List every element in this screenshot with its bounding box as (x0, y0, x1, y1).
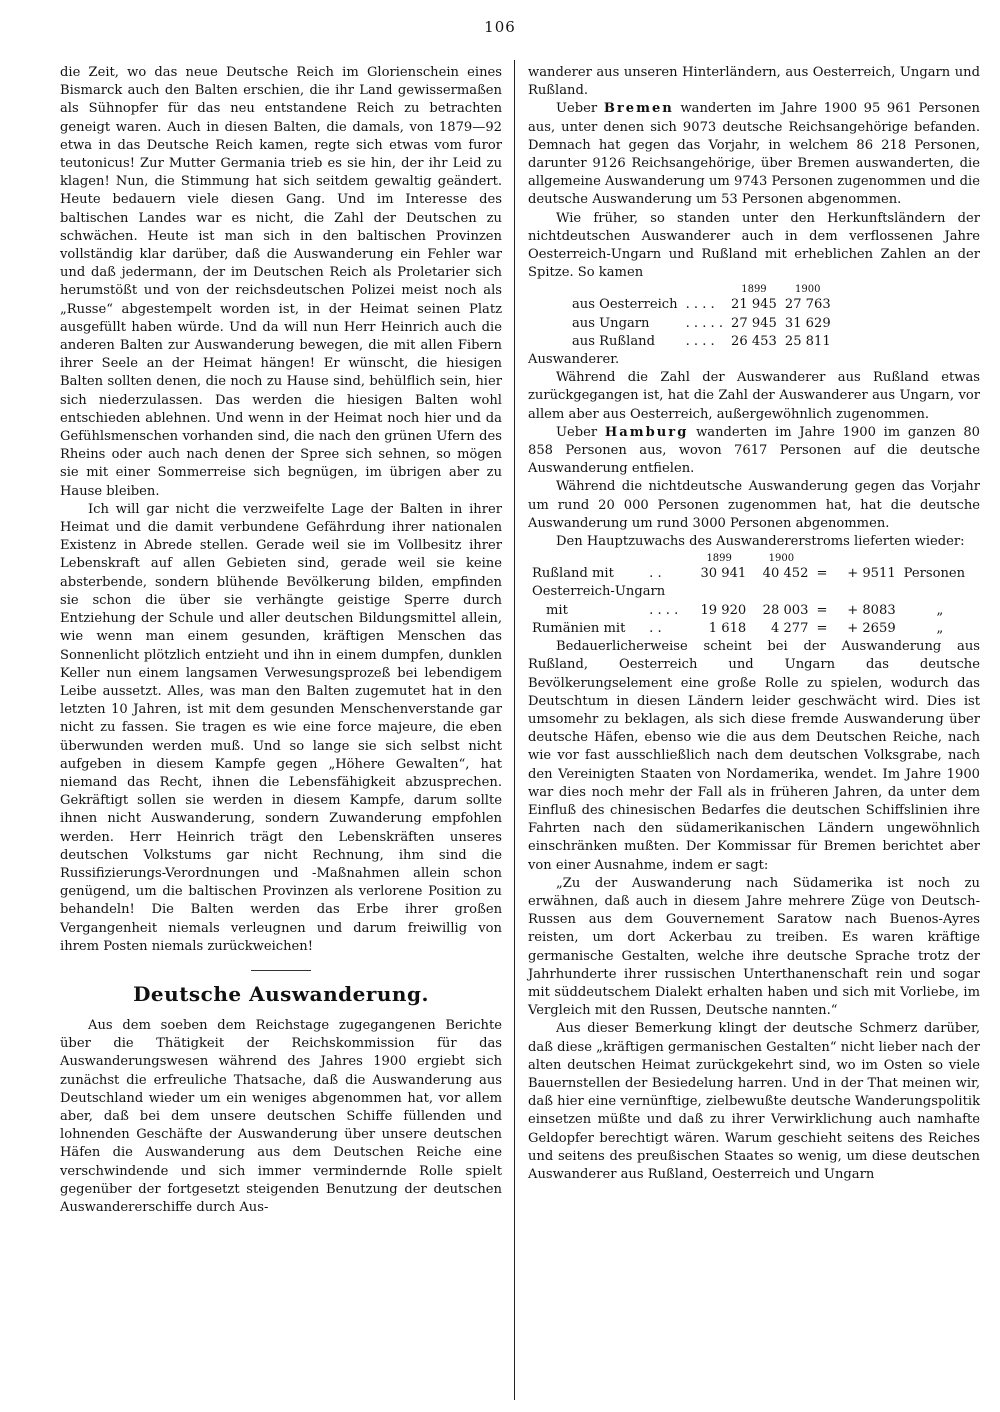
paragraph: Bedauerlicherweise scheint bei der Auswanderung aus Rußland, Oesterreich und Ungarn das deutsche Bevölkerungselement eine große Rolle zu spielen, wodurch das Deutschtum in diesen Ländern leider geschwächt wird. Dies ist umsomehr zu beklagen, als sich diese fremde Auswanderung über deutsche Häfen, ebenso wie die aus dem Deutschen Reiche, nach wie vor fast ausschließlich nach dem deutschen Volksgrabe, nach den Vereinigten Staaten von Nordamerika, wendet. Im Jahre 1900 war dies noch mehr der Fall als in früheren Jahren, da unter dem Einfluß des chinesischen Bedarfes die deutschen Schiffslinien ihre Fahrten nach den südamerikanischen Ländern ungewöhnlich einschränken mußten. Der Kommissar für Bremen berichtet aber von einer Ausnahme, indem er sagt: (528, 639, 980, 873)
value-1900: 25 811 (784, 333, 831, 349)
right-column (528, 64, 980, 1184)
table-row (568, 296, 835, 314)
paragraph: Ich will gar nicht die verzweifelte Lage der Balten in ihrer Heimat und die damit verbundene Gefährdung ihrer nationalen Existenz in Abrede stellen. Gerade weil sie im Vollbesitz ihrer Lebenskraft auf allen Gebieten sind, gerade weil sie keine absterbende, sondern blühende Bevölkerung bilden, empfinden sie schon die über sie verhängte geistige Sperre durch Entziehung der Schule und aller deutschen Bildungsmittel allein, wie wenn man einem gesunden, kräftigen Menschen das Sonnenlicht plötzlich entzieht und ihn in einem dumpfen, dunklen Keller nun einem langsamen Verwesungsprozeß bei lebendigem Leibe aussetzt. Alles, was man den Balten zugemutet hat in den letzten 10 Jahren, ist mit dem gesunden Menschenverstande gar nicht zu fassen. Sie tragen es wie eine force majeure, die eben überwunden werden muß. Und so lange sie sich selbst nicht aufgeben in diesem Kampfe gegen „Höhere Gewalten“, hat niemand das Recht, ihnen die Lebensfähigkeit abzusprechen. Gekräftigt sollen sie werden in diesem Kampfe, darum sollte ihnen nicht Auswanderung, sondern Zuwanderung empfohlen werden. Herr Heinrich trägt den Lebenskräften unseres deutschen Volkstums gar nicht Rechnung, ihm sind die Russifizierungs-Verordnungen und -Maßnahmen allein schon genügend, um die baltischen Provinzen als verlorene Position zu behandeln! Die Balten werden das Erbe ihrer großen Vergangenheit niemals verleugnen und darum freiwillig von ihrem Posten niemals zurückweichen! (60, 501, 502, 954)
value-1899: 30 941 (700, 566, 747, 582)
leader-dots: . . . . (685, 297, 715, 313)
row-label: Rußland mit (532, 566, 614, 582)
quotation: „Zu der Auswanderung nach Südamerika ist noch zu erwähnen, daß auch in diesem Jahre mehrere Züge von Deutsch-Russen aus dem Gouvernement Saratow nach Buenos-Ayres reisten, um dort Ackerbau zu treiben. Es waren kräftige germanische Gestalten, welche ihre deutsche Sprache trotz der Jahrhunderte ihrer russischen Unterthanenschaft rein und sogar mit süddeutschem Dialekt erhalten haben und sich mit Vorliebe, im Vergleich mit den Russen, Deutsche nannten.“ (528, 875, 980, 1019)
paragraph (528, 100, 980, 209)
value-1900: 40 452 (762, 566, 809, 582)
section-separator (251, 970, 311, 971)
table-row (528, 565, 980, 583)
column-header-1899: 1899 (706, 553, 732, 565)
value-1900: 31 629 (784, 315, 831, 331)
unit: Personen (903, 566, 966, 582)
section-heading: Deutsche Auswanderung. (133, 981, 429, 1006)
column-header-1900: 1900 (795, 284, 821, 296)
leader-dots: . . . . . (685, 315, 724, 331)
row-label: aus Oesterreich (572, 297, 678, 313)
value-1900: 27 763 (784, 297, 831, 313)
paragraph: Aus dem soeben dem Reichstage zugegangenen Berichte über die Thätigkeit der Reichskommission für das Auswanderungswesen während des Jahres 1900 ergiebt sich zunächst die erfreuliche Thatsache, daß die Auswanderung aus Deutschland wieder um ein weniges abgenommen hat, vor allem aber, daß bei dem unsere deutschen Schiffe füllenden und lohnenden Geschäfte der Auswanderung über unsere deutschen Häfen die Auswanderung aus dem Deutschen Reiche eine verschwindende und sich immer vermindernde Rolle spielt gegenüber der fortgesetzt steigenden Benutzung der deutschen Auswandererschiffe durch Aus- (60, 1017, 502, 1215)
table-row (568, 333, 835, 351)
leader-dots: . . (649, 620, 662, 636)
city-name: Hamburg (604, 424, 689, 440)
ditto-mark: „ (936, 602, 944, 618)
table-row (528, 583, 980, 601)
column-header-1899: 1899 (741, 284, 767, 296)
paragraph: Während die nichtdeutsche Auswanderung gegen das Vorjahr um rund 20 000 Personen zugenommen hat, hat die deutsche Auswanderung um rund 3000 Personen abgenommen. (528, 479, 980, 531)
paragraph: Aus dieser Bemerkung klingt der deutsche Schmerz darüber, daß diese „kräftigen germanischen Gestalten“ nicht lieber nach der alten deutschen Heimat zurückgekehrt sind, wo im Osten so viele Bauernstellen der Besiedelung harren. Und in der That meinen wir, daß hier eine vernünftige, zielbewußte deutsche Wanderungspolitik einsetzen müßte und daß zu ihrer Verwirklichung auch namhafte Geldopfer berechtigt wären. Warum geschieht seitens des Reiches und seitens des preußischen Staates so wenig, um diese deutschen Auswanderer aus Rußland, Oesterreich und Ungarn (528, 1021, 980, 1182)
table-row (568, 315, 835, 333)
table-row (528, 620, 980, 638)
row-label: Oesterreich-Ungarn (532, 584, 666, 600)
left-column (60, 64, 502, 1217)
leader-dots: . . (649, 566, 662, 582)
ditto-mark: „ (936, 620, 944, 636)
table-row (528, 602, 980, 620)
difference: + 9511 (847, 566, 896, 582)
origin-table (568, 284, 835, 351)
paragraph (528, 424, 980, 479)
paragraph-text: wanderten im Jahre 1900 im ganzen 80 858 Personen aus, wovon 7617 Personen auf die deutsche Auswanderung entfielen. (528, 424, 980, 477)
column-divider (514, 60, 515, 1400)
paragraph-lead: Ueber (556, 101, 598, 117)
row-label: mit (546, 602, 568, 618)
value-1899: 21 945 (731, 297, 777, 313)
leader-dots: . . . . (649, 602, 679, 618)
row-label: Rumänien mit (532, 620, 626, 636)
paragraph: die Zeit, wo das neue Deutsche Reich im Glorienschein eines Bismarck auch den Balten erschien, die ihr Land gewissermaßen als Sühnopfer für das neu entstandene Reich zu betrachten geneigt waren. Auch in diesen Balten, die damals, von 1879—92 etwa in das Deutsche Reich kamen, regte sich etwas vom furor teutonicus! Zur Mutter Germania trieb es sie hin, der ihr Leid zu klagen! Nun, die Stimmung hat sich seitdem gewaltig geändert. Heute bedauern viele diesen Gang. Und im Interesse des baltischen Landes war es nicht, die Zahl der Deutschen zu schwächen. Heute ist man sich in den baltischen Provinzen vollständig klar darüber, daß die Auswanderung ein Fehler war und daß jedermann, der im Deutschen Reich als Proletarier sich herumstößt und von der reichsdeutschen Polizei meist noch als „Russe“ abgestempelt worden ist, in der Heimat seinen Platz ausgefüllt haben würde. Und da will nun Herr Heinrich auch die anderen Balten zur Auswanderung bewegen, die mit allen Fibern ihrer Seele an der Heimat hängen! Er wünscht, die hiesigen Balten sollten denen, die noch zu Hause sind, behülflich sein, hier sich niederzulassen. Das werden die hiesigen Balten wohl entschieden ablehnen. Und wenn in der Heimat noch hier und da Gefühlsmenschen vorhanden sind, die nach den grünen Ufern des Rheins oder auch nach denen der Spree sich sehnen, so mögen sie mit einer Sommerreise sich begnügen, im übrigen aber zu Hause bleiben. (60, 65, 502, 499)
page-number: 106 (484, 18, 516, 36)
paragraph: Auswanderer. (528, 352, 620, 368)
row-label: aus Ungarn (572, 315, 650, 331)
row-label: aus Rußland (572, 333, 655, 349)
value-1900: 4 277 (770, 620, 809, 636)
value-1900: 28 003 (762, 602, 809, 618)
paragraph: Wie früher, so standen unter den Herkunftsländern der nichtdeutschen Auswanderer auch in dem verflossenen Jahre Oesterreich-Ungarn und Rußland mit erheblichen Zahlen an der Spitze. So kamen (528, 210, 980, 281)
city-name: Bremen (603, 101, 674, 117)
table-header-row (568, 284, 835, 296)
table-header-row (528, 553, 980, 565)
paragraph: Während die Zahl der Auswanderer aus Rußland etwas zurückgegangen ist, hat die Zahl der Auswanderer aus Ungarn, vor allem aber aus Oesterreich, außergewöhnlich zugenommen. (528, 370, 980, 422)
paragraph-lead: Ueber (556, 424, 598, 440)
equals-sign: = (816, 566, 828, 582)
value-1899: 1 618 (708, 620, 747, 636)
equals-sign: = (816, 620, 828, 636)
paragraph-text: wanderten im Jahre 1900 95 961 Personen aus, unter denen sich 9073 deutsche Reichsangehörige befanden. Demnach hat gegen das Vorjahr, in welchem 86 218 Personen, darunter 9126 Reichsangehörige, über Bremen auswanderten, die allgemeine Auswanderung um 9743 Personen zugenommen und die deutsche Auswanderung um 53 Personen abgenommen. (528, 101, 980, 208)
difference: + 8083 (847, 602, 896, 618)
leader-dots: . . . . (685, 333, 715, 349)
paragraph: wanderer aus unseren Hinterländern, aus Oesterreich, Ungarn und Rußland. (528, 65, 980, 99)
column-header-1900: 1900 (768, 553, 795, 565)
growth-table (528, 553, 980, 638)
value-1899: 26 453 (731, 333, 777, 349)
value-1899: 27 945 (731, 315, 777, 331)
value-1899: 19 920 (700, 602, 747, 618)
equals-sign: = (816, 602, 828, 618)
paragraph: Den Hauptzuwachs des Auswandererstroms lieferten wieder: (556, 534, 965, 550)
difference: + 2659 (847, 620, 896, 636)
